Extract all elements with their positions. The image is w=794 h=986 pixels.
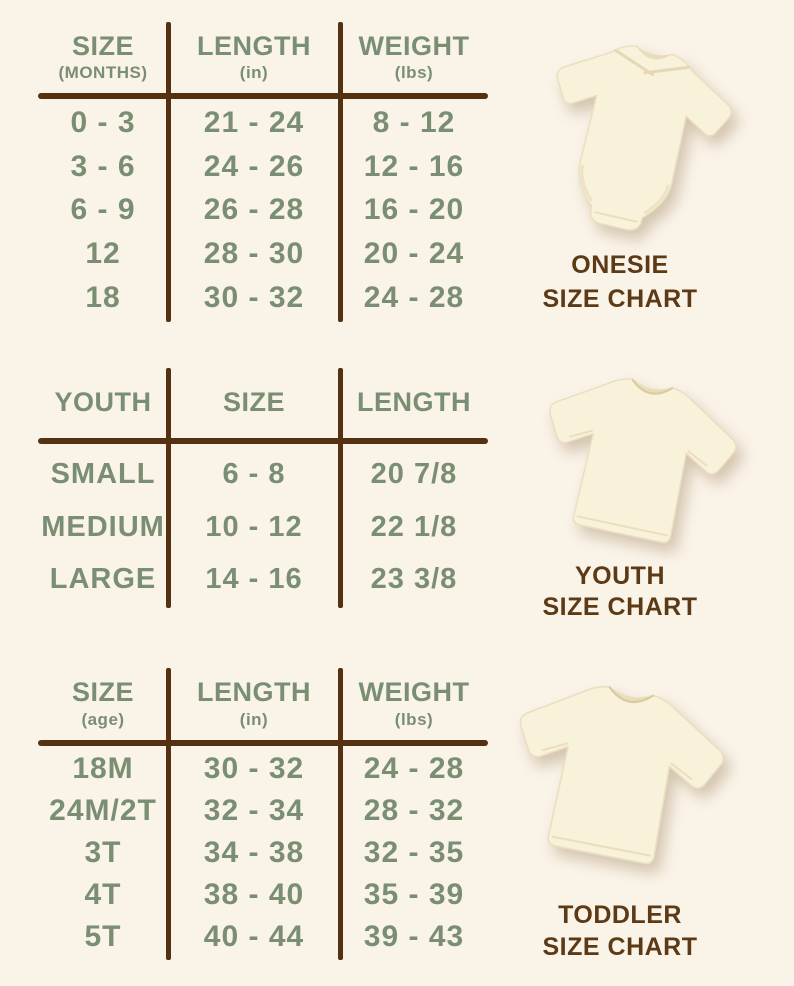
table-body xyxy=(38,101,488,320)
column-header xyxy=(168,668,340,740)
weight-cell: 24 - 28 xyxy=(363,281,465,315)
length-cell: 38 - 40 xyxy=(203,878,305,911)
column-unit: (in) xyxy=(239,709,269,729)
table-row xyxy=(38,448,488,501)
length-cell: 21 - 24 xyxy=(203,105,305,139)
table-header-row xyxy=(38,22,488,93)
table-row xyxy=(38,874,488,916)
size-cell: 24M/2T xyxy=(49,794,157,827)
weight-cell: 35 - 39 xyxy=(363,878,465,911)
weight-cell: 39 - 43 xyxy=(363,920,465,953)
column-title: LENGTH xyxy=(197,30,311,61)
table-header-row xyxy=(38,368,488,436)
table-row xyxy=(38,232,488,276)
caption-line-2: SIZE CHART xyxy=(542,933,698,961)
column-header xyxy=(38,22,168,93)
caption-line-1: YOUTH xyxy=(575,562,665,590)
weight-cell: 20 - 24 xyxy=(363,237,465,271)
caption-line-2: SIZE CHART xyxy=(542,285,698,313)
length-cell: 22 1/8 xyxy=(370,510,458,543)
table-body xyxy=(38,748,488,958)
column-title: LENGTH xyxy=(197,677,311,708)
column-header xyxy=(340,368,488,436)
weight-cell: 32 - 35 xyxy=(363,836,465,869)
table-row xyxy=(38,916,488,958)
caption-line-1: TODDLER xyxy=(558,901,682,929)
toddler-size-table xyxy=(38,668,488,960)
size-cell: 6 - 9 xyxy=(70,193,136,227)
weight-cell: 16 - 20 xyxy=(363,193,465,227)
onesie-size-table xyxy=(38,22,488,322)
table-row xyxy=(38,790,488,832)
header-divider xyxy=(38,438,488,444)
table-row xyxy=(38,832,488,874)
size-cell: 5T xyxy=(84,920,122,953)
onesie-photo-icon xyxy=(534,26,734,251)
length-cell: 20 7/8 xyxy=(370,457,458,490)
table-header-row xyxy=(38,668,488,740)
size-name-cell: SMALL xyxy=(50,457,156,490)
weight-cell: 12 - 16 xyxy=(363,149,465,183)
table-row xyxy=(38,553,488,606)
size-cell: 18M xyxy=(72,752,134,785)
column-title: SIZE xyxy=(222,386,285,417)
weight-cell: 8 - 12 xyxy=(372,105,456,139)
size-cell: 3T xyxy=(84,836,122,869)
youth-caption xyxy=(500,561,740,623)
column-unit: (age) xyxy=(81,709,125,729)
length-cell: 32 - 34 xyxy=(203,794,305,827)
table-row xyxy=(38,189,488,233)
weight-cell: 24 - 28 xyxy=(363,752,465,785)
caption-line-2: SIZE CHART xyxy=(542,593,698,621)
column-unit: (in) xyxy=(239,63,269,83)
column-header xyxy=(38,368,168,436)
length-cell: 40 - 44 xyxy=(203,920,305,953)
size-cell: 14 - 16 xyxy=(205,563,303,596)
weight-cell: 28 - 32 xyxy=(363,794,465,827)
youth-tshirt-photo-icon xyxy=(532,362,740,560)
onesie-caption xyxy=(500,248,740,316)
youth-size-table xyxy=(38,368,488,608)
table-row xyxy=(38,748,488,790)
column-header xyxy=(38,668,168,740)
column-title: SIZE xyxy=(71,677,134,708)
column-header xyxy=(340,22,488,93)
size-cell: 6 - 8 xyxy=(222,457,286,490)
length-cell: 26 - 28 xyxy=(203,193,305,227)
size-cell: 3 - 6 xyxy=(70,149,136,183)
column-header xyxy=(168,22,340,93)
size-cell: 10 - 12 xyxy=(205,510,303,543)
column-header xyxy=(340,668,488,740)
table-body xyxy=(38,448,488,606)
column-title: WEIGHT xyxy=(358,677,470,708)
column-unit: (lbs) xyxy=(394,709,434,729)
length-cell: 24 - 26 xyxy=(203,149,305,183)
size-cell: 0 - 3 xyxy=(70,105,136,139)
table-row xyxy=(38,101,488,145)
length-cell: 28 - 30 xyxy=(203,237,305,271)
column-header xyxy=(168,368,340,436)
caption-line-1: ONESIE xyxy=(571,251,669,279)
column-unit: (lbs) xyxy=(394,63,434,83)
column-title: LENGTH xyxy=(357,386,471,417)
column-unit: (MONTHS) xyxy=(58,63,148,83)
table-row xyxy=(38,501,488,554)
table-row xyxy=(38,145,488,189)
length-cell: 30 - 32 xyxy=(203,281,305,315)
column-title: WEIGHT xyxy=(358,30,470,61)
column-title: SIZE xyxy=(71,30,134,61)
column-title: YOUTH xyxy=(54,386,152,417)
length-cell: 30 - 32 xyxy=(203,752,305,785)
table-row xyxy=(38,276,488,320)
length-cell: 34 - 38 xyxy=(203,836,305,869)
header-divider xyxy=(38,93,488,99)
length-cell: 23 3/8 xyxy=(370,563,458,596)
size-cell: 18 xyxy=(85,281,121,315)
toddler-caption xyxy=(500,899,740,963)
size-cell: 4T xyxy=(84,878,122,911)
size-name-cell: LARGE xyxy=(49,563,157,596)
toddler-tshirt-photo-icon xyxy=(502,668,728,883)
size-name-cell: MEDIUM xyxy=(41,510,165,543)
size-cell: 12 xyxy=(85,237,121,271)
header-divider xyxy=(38,740,488,746)
